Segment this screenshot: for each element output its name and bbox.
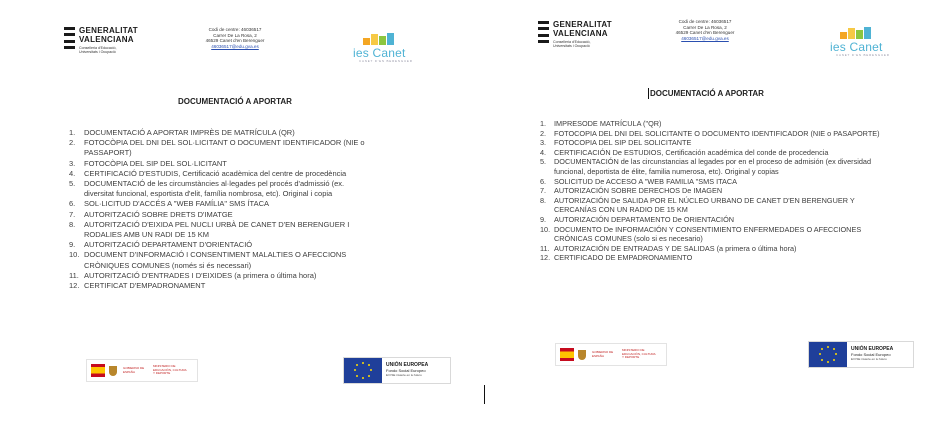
centre-address: [660, 19, 750, 41]
list-item-text: FOTOCÒPIA DEL SIP DEL SOL·LICITANT: [84, 158, 227, 168]
page-title: DOCUMENTACIÓ A APORTAR: [178, 97, 292, 106]
centre-city: 46529 Canet d'en Berenguer: [205, 38, 265, 44]
list-item: [69, 128, 369, 138]
brand-line-2: VALENCIANA: [79, 35, 134, 44]
list-item-number: 1.: [69, 128, 76, 137]
spain-gov-text: GOBIERNO DE ESPAÑA: [592, 349, 614, 358]
list-item-number: 7.: [69, 209, 76, 219]
ies-tagline: CANET D'EN BERENGUER: [836, 53, 890, 57]
ies-tagline: CANET D'EN BERENGUER: [359, 59, 413, 63]
ies-canet-logo: [830, 27, 890, 57]
list-item-number: 2.: [69, 138, 76, 148]
list-item-number: 1.: [540, 119, 547, 128]
list-item-text: AUTORIZACIÓN De SALIDA POR EL NÚCLEO URBANO DE CANET D'EN BERENGUER Y CERCANÍAS CON UN RADIO DE 15 KM: [554, 195, 855, 215]
list-item: [69, 169, 369, 179]
list-item: [540, 225, 890, 244]
list-item: [540, 177, 890, 187]
brand-sub-1: Conselleria d'Educació,: [79, 46, 117, 50]
eu-motto: El FSE invierte en tu futuro: [386, 373, 422, 377]
generalitat-mark-icon: [64, 27, 75, 49]
list-item-number: 11.: [540, 243, 550, 253]
list-item-text: DOCUMENTO De INFORMACIÓN Y CONSENTIMIENTO ENFERMEDADES O AFECCIONES CRÓNICAS COMUNES (solo si es necesario): [554, 224, 862, 244]
list-item-text: FOTOCÒPIA DEL DNI DEL SOL·LICITANT O DOCUMENT IDENTIFICADOR (NIE o PASSAPORT): [84, 138, 365, 158]
spain-gov-logo: [555, 343, 667, 366]
list-item-text: DOCUMENTACIÓN de las circunstancias al legades por en el proceso de admisión (ex diversidad funcional, deportista de élite, familia numerosa, etc). Original y copias: [554, 157, 872, 176]
list-item: [540, 244, 890, 254]
list-item: [69, 159, 369, 169]
centre-street: Carrer De La Rosa, 2: [683, 24, 727, 30]
list-item: [540, 148, 890, 158]
centre-email-link[interactable]: 46036517@edu.gva.es: [211, 43, 259, 49]
list-item-number: 4.: [540, 147, 547, 157]
list-item-text: SOL·LICITUD D'ACCÉS A "WEB FAMÍLIA" SMS ÍTACA: [84, 199, 269, 209]
list-item: [540, 157, 890, 176]
list-item-number: 10.: [69, 250, 80, 260]
centre-address: [190, 27, 280, 49]
brand-line-2: VALENCIANA: [553, 29, 608, 38]
list-item: [69, 281, 369, 291]
eu-title: UNIÓN EUROPEA: [851, 346, 894, 352]
list-item-number: 8.: [69, 219, 76, 229]
centre-code: Codi de centre: 46036517: [678, 19, 732, 24]
list-item-number: 10.: [540, 224, 551, 234]
list-item-text: AUTORITZACIÓ DEPARTAMENT D'ORIENTACIÓ: [84, 240, 253, 250]
spain-gov-logo: [86, 359, 198, 382]
documents-list: [69, 128, 369, 291]
list-item-text: DOCUMENTACIÓ A APORTAR IMPRÈS DE MATRÍCULA (QR): [84, 128, 295, 137]
text-cursor: [648, 88, 649, 99]
list-item: [69, 250, 369, 270]
coat-of-arms-icon: [109, 366, 117, 376]
generalitat-logo: [64, 26, 138, 55]
brand-line-1: GENERALITAT: [553, 20, 612, 29]
document-spanish: [478, 0, 949, 447]
centre-street: Carrer De La Rosa, 2: [213, 32, 257, 38]
eu-motto: El FSE invierte en tu futuro: [851, 357, 887, 361]
spain-gov-text: GOBIERNO DE ESPAÑA: [123, 365, 145, 374]
list-item-text: DOCUMENT D'INFORMACIÓ I CONSENTIMENT MALALTIES O AFECCIONS CRÒNIQUES COMUNES (només si és necessari): [84, 250, 347, 270]
generalitat-mark-icon: [538, 21, 549, 43]
list-item-text: AUTORITZACIÓ D'ENTRADES I D'EIXIDES (a primera o última hora): [84, 270, 317, 280]
list-item-text: CERTIFICADO DE EMPADRONAMIENTO: [554, 253, 693, 263]
spain-ministry-text: MINISTERIO DE EDUCACIÓN, CULTURA Y DEPORTE: [153, 364, 187, 376]
eu-title: UNIÓN EUROPEA: [386, 362, 429, 368]
list-item-number: 12.: [69, 281, 80, 291]
list-item-text: CERTIFICACIÓN De ESTUDIOS, Certificación académica del conde de procedencia: [554, 147, 829, 157]
list-item-text: AUTORITZACIÓ SOBRE DRETS D'IMATGE: [84, 209, 233, 219]
list-item: [540, 253, 890, 263]
list-item-number: 4.: [69, 168, 76, 178]
list-item-text: CERTIFICAT D'EMPADRONAMENT: [84, 281, 206, 291]
eu-logo: [808, 341, 914, 368]
list-item-number: 9.: [69, 240, 76, 250]
mouse-text-cursor: [484, 385, 485, 404]
brand-sub-1: Conselleria d'Educació,: [553, 40, 591, 44]
list-item-text: SOLICITUD De ACCESO A "WEB FAMILIA "SMS ITACA: [554, 176, 738, 186]
list-item-text: FOTOCOPIA DEL SIP DEL SOLICITANTE: [554, 138, 692, 148]
page-title: DOCUMENTACIÓ A APORTAR: [650, 89, 764, 98]
list-item: [69, 138, 369, 158]
list-item: [540, 129, 890, 139]
list-item-number: 5.: [540, 157, 547, 167]
documents-list: [540, 119, 890, 263]
list-item-number: 3.: [540, 138, 547, 148]
spain-flag-icon: [91, 364, 105, 377]
list-item-text: AUTORIZACIÓN DEPARTAMENTO De ORIENTACIÓN: [554, 214, 735, 224]
list-item: [540, 215, 890, 225]
list-item: [540, 119, 890, 129]
ies-blocks-icon: [840, 27, 874, 39]
ies-name: ies Canet: [353, 46, 406, 60]
centre-city: 46529 Canet d'en Berenguer: [675, 30, 735, 36]
list-item: [69, 199, 369, 209]
list-item: [69, 271, 369, 281]
centre-email-link[interactable]: 46036517@edu.gva.es: [681, 35, 729, 41]
brand-sub-2: Universitats i Ocupació: [553, 44, 590, 49]
list-item-number: 6.: [69, 199, 76, 209]
list-item: [540, 196, 890, 215]
list-item-text: IMPRESODE MATRÍCULA ("QR): [554, 119, 662, 128]
list-item-text: AUTORIZACIÓN DE ENTRADAS Y DE SALIDAS (a primera o última hora): [554, 243, 797, 253]
list-item-text: AUTORITZACIÓ D'EIXIDA PEL NUCLI URBÀ DE CANET D'EN BERENGUER I RODALIES AMB UN RADI DE 15 KM: [84, 219, 350, 240]
list-item-number: 6.: [540, 176, 547, 186]
list-item: [69, 240, 369, 250]
generalitat-logo: [538, 20, 612, 49]
list-item-number: 12.: [540, 253, 551, 263]
eu-fund: Fondo Social Europeo: [386, 368, 426, 373]
centre-code: Codi de centre: 46036517: [208, 27, 262, 32]
list-item-text: CERTIFICACIÓ D'ESTUDIS, Certificació acadèmica del centre de procedència: [84, 168, 347, 178]
spain-flag-icon: [560, 348, 574, 361]
ies-canet-logo: [353, 33, 413, 63]
list-item-number: 5.: [69, 179, 76, 189]
list-item-text: DOCUMENTACIÓ de les circumstàncies al·legades pel procés d'admissió (ex. diversitat funcional, esportista d'elit, família nombrosa, etc). Original i copia: [84, 179, 345, 199]
list-item: [540, 138, 890, 148]
ies-blocks-icon: [363, 33, 397, 45]
brand-sub-2: Universitats i Ocupació: [79, 50, 116, 55]
list-item: [540, 186, 890, 196]
eu-logo: [343, 357, 451, 384]
list-item-text: FOTOCOPIA DEL DNI DEL SOLICITANTE O DOCUMENTO IDENTIFICADOR (NIE o PASAPORTE): [554, 128, 880, 138]
eu-flag-icon: [344, 358, 382, 383]
list-item-number: 11.: [69, 270, 79, 280]
ies-name: ies Canet: [830, 40, 883, 54]
list-item-number: 8.: [540, 195, 547, 205]
list-item-number: 9.: [540, 214, 547, 224]
list-item-number: 3.: [69, 158, 76, 168]
eu-flag-icon: [809, 342, 847, 367]
eu-fund: Fondo Social Europeo: [851, 352, 891, 357]
list-item-text: AUTORIZACIÓN SOBRE DERECHOS De IMAGEN: [554, 186, 723, 196]
list-item: [69, 210, 369, 220]
coat-of-arms-icon: [578, 350, 586, 360]
list-item-number: 7.: [540, 186, 547, 196]
list-item-number: 2.: [540, 128, 547, 138]
list-item: [69, 220, 369, 240]
brand-line-1: GENERALITAT: [79, 26, 138, 35]
spain-ministry-text: MINISTERIO DE EDUCACIÓN, CULTURA Y DEPORTE: [622, 348, 656, 360]
list-item: [69, 179, 369, 199]
